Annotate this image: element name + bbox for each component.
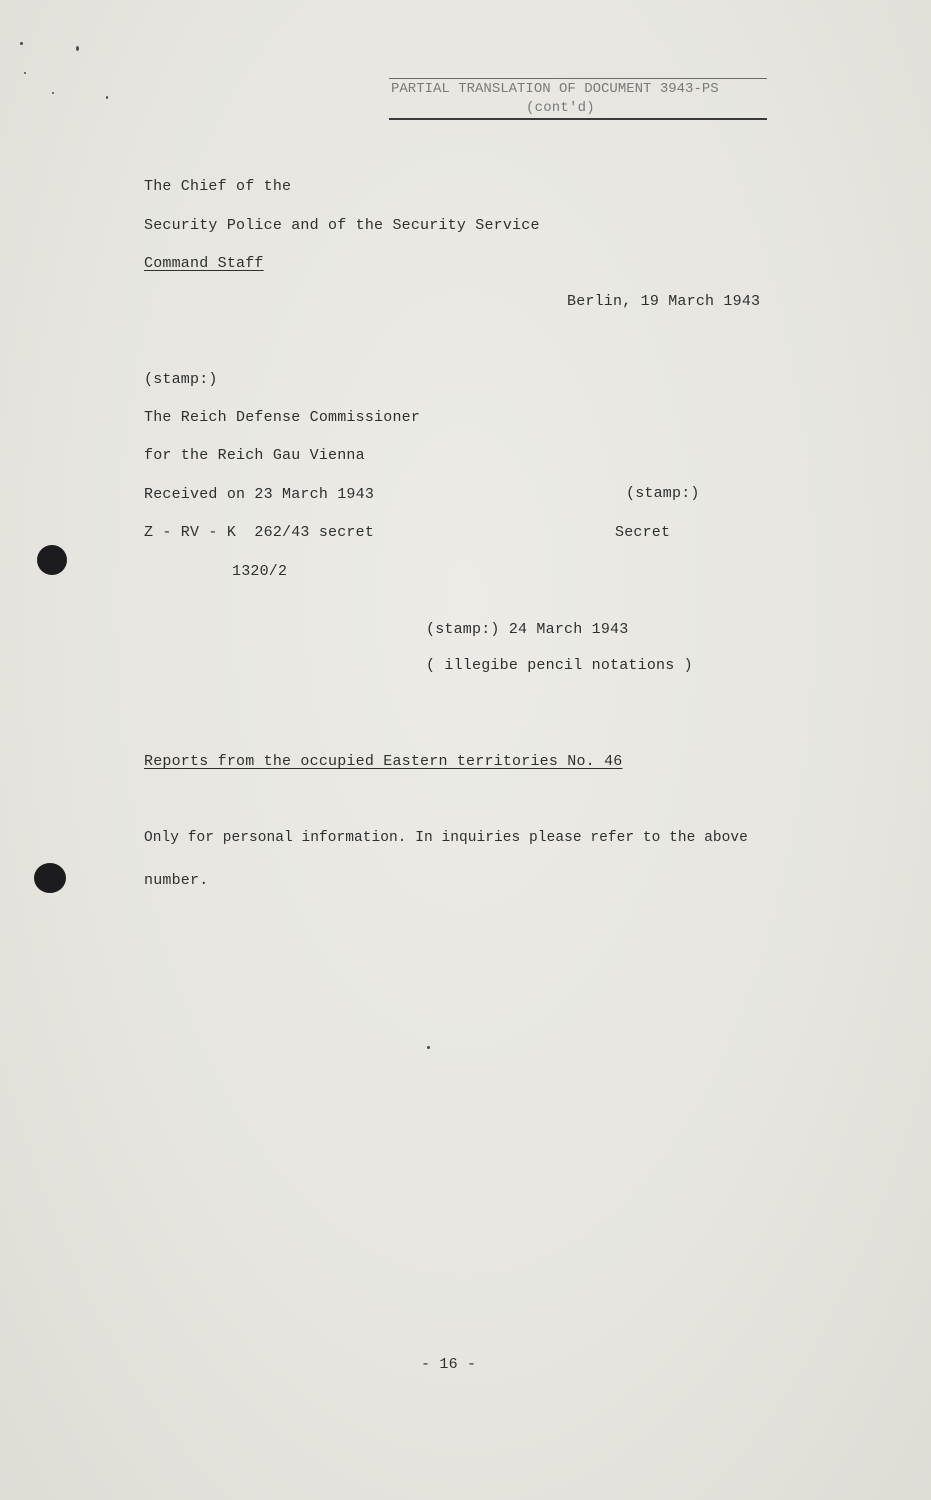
- punch-hole-bottom: [34, 863, 66, 893]
- subject-line: Reports from the occupied Eastern territories No. 46: [144, 753, 623, 770]
- sender-line-2: Security Police and of the Security Service: [144, 217, 540, 234]
- header-bottom-rule: [389, 118, 767, 120]
- secret-stamp-label: (stamp:): [626, 485, 700, 502]
- receipt-stamp-ref: Z - RV - K 262/43 secret: [144, 524, 375, 541]
- sender-line-3: Command Staff: [144, 255, 264, 272]
- document-subtitle: (cont'd): [526, 100, 595, 116]
- paper-speck: [20, 42, 23, 45]
- body-line-1: Only for personal information. In inquiries please refer to the above: [144, 830, 748, 846]
- place-date: Berlin, 19 March 1943: [567, 293, 761, 310]
- page-number: - 16 -: [421, 1356, 477, 1373]
- paper-speck: [76, 46, 79, 51]
- sender-line-1: The Chief of the: [144, 178, 292, 195]
- receipt-stamp-label: (stamp:): [144, 371, 218, 388]
- receipt-stamp-number: 1320/2: [232, 563, 288, 580]
- paper-speck: [52, 92, 54, 94]
- date-stamp: (stamp:) 24 March 1943: [426, 621, 629, 638]
- pencil-notations: ( illegibe pencil notations ): [426, 657, 693, 674]
- document-title: PARTIAL TRANSLATION OF DOCUMENT 3943-PS: [391, 81, 719, 97]
- paper-speck: [106, 96, 108, 99]
- paper-speck: [24, 72, 26, 74]
- paper-speck: [427, 1046, 430, 1049]
- receipt-stamp-line-1: The Reich Defense Commissioner: [144, 409, 421, 426]
- receipt-stamp-received: Received on 23 March 1943: [144, 486, 375, 503]
- punch-hole-top: [37, 545, 67, 575]
- body-line-2: number.: [144, 872, 209, 889]
- secret-stamp-text: Secret: [615, 524, 671, 541]
- receipt-stamp-line-2: for the Reich Gau Vienna: [144, 447, 365, 464]
- header-top-rule: [389, 78, 767, 79]
